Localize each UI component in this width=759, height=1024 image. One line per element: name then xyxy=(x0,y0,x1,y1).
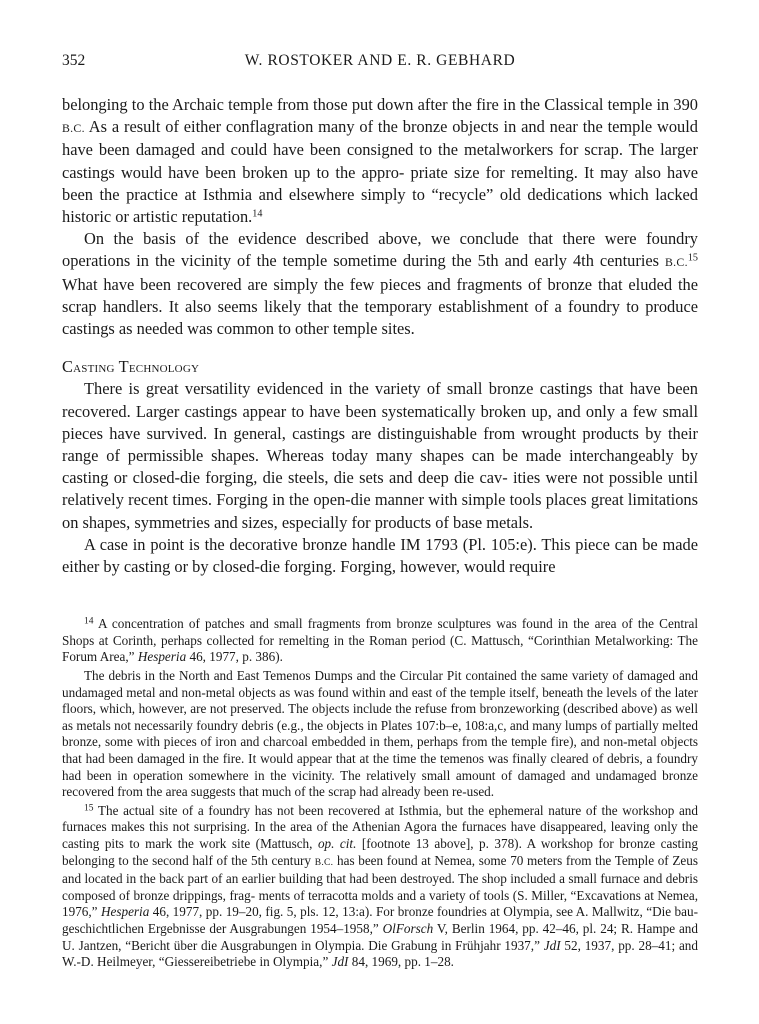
footnote-15-text-g: 84, 1969, pp. 1–28. xyxy=(348,954,454,970)
footnote-14-text-cont: 46, 1977, p. 386). xyxy=(186,649,283,665)
paragraph-4: A case in point is the decorative bronze handle IM 1793 (Pl. 105:e). This piece can be made either by casting or by closed-die forging. Forging, however, would require xyxy=(62,534,698,577)
journal-title: JdI xyxy=(331,954,349,970)
journal-title: Hesperia xyxy=(100,904,150,920)
paragraph-1-text-cont: As a result of either conflagration many of the bronze objects in and near the temple would have been damaged and could have been consigned to the metalworkers for scrap. The larger castings would have been broken up to the appro- priate size for remelting. It may also have been the practice at Isthmia and elsewhere simply to “recycle” old dedications which lacked historic or artistic reputation. xyxy=(62,117,698,227)
footnote-15-text-d: 46, 1977, pp. 19–20, fig. 5, pls. 12, 13:a). For bronze foundries at Olympia, see A. Mallwitz, “Die bau- geschichtlichen Ergebnisse der Ausgrabungen 1954–1958,” xyxy=(62,904,698,936)
paragraph-2-text: On the basis of the evidence described above, we conclude that there were foundry operations in the vicinity of the temple sometime during the 5th and early 4th centuries xyxy=(62,229,698,271)
footnote-14-text: A concentration of patches and small fragments from bronze sculptures was found in the area of the Central Shops at Corinth, perhaps collected for remelting in the Roman period (C. Mattusch, “Corinthian Metalworking: The Forum Area,” xyxy=(62,616,698,665)
journal-page xyxy=(62,52,698,973)
bc-abbreviation: B.C. xyxy=(665,255,688,270)
paragraph-2 xyxy=(62,228,698,340)
footnote-ref-15[interactable]: 15 xyxy=(687,252,698,264)
footnote-15-text-e: V, Berlin 1964, pp. 42–46, pl. 24; R. Hampe and U. Jantzen, “Bericht über die Ausgrabungen in Olympia. Die Grabung in Frühjahr 1937,” xyxy=(62,920,698,953)
footnote-15-text-c: has been found at Nemea, some 70 meters from the Temple of Zeus and located in the back part of an earlier building that had been destroyed. The shop included a small furnace and debris composed of bronze drippings, frag- ments of terracotta molds and a variety of tools (S. Miller, “Excavations at Nemea, 1976,” xyxy=(62,852,698,920)
paragraph-1 xyxy=(62,94,698,228)
footnote-15-mark: 15 xyxy=(84,803,94,814)
running-head xyxy=(62,52,698,74)
section-heading: Casting Technology xyxy=(62,357,200,377)
footnote-14 xyxy=(62,616,698,666)
bc-abbreviation: B.C. xyxy=(314,857,334,868)
footnote-15-text: The actual site of a foundry has not been recovered at Isthmia, but the ephemeral nature of the workshop and furnaces makes this not surprising. In the area of the Athenian Agora the furnaces have disappeared, leaving only the casting pits to mark the work site (Mattusch, xyxy=(62,802,698,851)
paragraph-2-text-cont: What have been recovered are simply the few pieces and fragments of bronze that eluded the scrap handlers. It also seems likely that the temporary establishment of a foundry to produce castings as needed was common to other temple sites. xyxy=(62,274,698,339)
page-number: 352 xyxy=(62,52,86,69)
paragraph-1-text: belonging to the Archaic temple from those put down after the fire in the Classical temple in 390 xyxy=(62,95,698,114)
footnote-14-continued: The debris in the North and East Temenos Dumps and the Circular Pit contained the same variety of damaged and undamaged metal and non-metal objects as was found within and east of the temple itself, beneath the levels of the later floors, which, however, are not preserved. The objects include the refuse from bronzeworking (described above) as well as metals not necessarily foundry debris (e.g., the objects in Plates 107:b–e, 108:a,c, and many lumps of partially melted bronze, some with pieces of iron and charcoal embedded in them, perhaps from the temple fire), and non-metal objects that had been damaged in the fire. It would appear that at the time the temenos was finally cleared of debris, a foundry had been in operation somewhere in the vicinity. The relatively small amount of damaged and undamaged bronze recovered from the area suggests that much of the scrap had already been re-used. xyxy=(62,668,698,800)
footnotes xyxy=(62,616,698,970)
op-cit: op. cit. xyxy=(317,835,357,851)
footnote-ref-14[interactable]: 14 xyxy=(252,208,263,220)
footnote-15 xyxy=(62,803,698,971)
journal-title: Hesperia xyxy=(137,649,187,665)
footnote-15-text-b: [footnote 13 above], p. 378). A workshop for bronze casting belonging to the second half of the 5th century xyxy=(62,835,698,868)
bc-abbreviation: B.C. xyxy=(62,121,85,136)
footnote-15-text-f: 52, 1937, pp. 28–41; and W.-D. Heilmeyer, “Giessereibetriebe in Olympia,” xyxy=(62,937,698,970)
journal-title: JdI xyxy=(543,937,561,953)
journal-title: OlForsch xyxy=(382,920,434,936)
footnote-14-mark: 14 xyxy=(84,617,94,627)
running-head-authors: W. ROSTOKER AND E. R. GEBHARD xyxy=(244,52,516,69)
paragraph-3: There is great versatility evidenced in the variety of small bronze castings that have been recovered. Larger castings appear to have been systematically broken up, and only a few small pieces have survived. In general, castings are distinguishable from wrought products by their range of permissible shapes. Whereas today many shapes can be made interchangeably by casting or closed-die forging, die steels, die sets and deep die cav- ities were not possible until relatively recent times. Forging in the open-die manner with simple tools places great limitations on shapes, symmetries and sizes, especially for products of base metals. xyxy=(62,379,698,532)
body-text xyxy=(62,94,698,578)
